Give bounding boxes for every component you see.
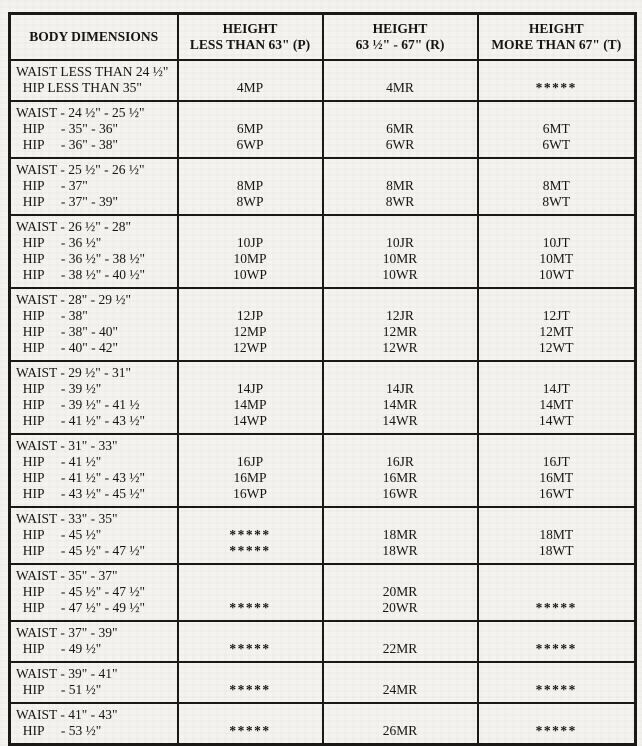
dimension-line: HIP - 39 ½" - 41 ½: [16, 397, 140, 412]
size-code: 6WT: [542, 137, 571, 152]
size-code: 18MR: [382, 527, 418, 542]
header-body-dimensions-label: BODY DIMENSIONS: [29, 29, 159, 44]
size-code: 24MR: [382, 682, 418, 697]
size-code: [481, 162, 633, 178]
dimension-line: WAIST - 33" - 35": [16, 511, 118, 526]
size-code: 16JT: [542, 454, 570, 469]
table-row: [10, 288, 636, 361]
size-code: [326, 105, 475, 121]
size-code: [326, 292, 475, 308]
no-size-marker: *****: [229, 543, 271, 558]
size-code: [181, 438, 320, 454]
dimension-line: HIP - 37" - 39": [16, 194, 119, 209]
size-code: [326, 438, 475, 454]
size-code: [181, 511, 320, 527]
dimension-line: HIP - 49 ½": [16, 641, 102, 656]
table-row: [10, 60, 636, 101]
size-code: [181, 162, 320, 178]
size-code: 16WP: [233, 486, 267, 501]
no-size-marker: *****: [535, 641, 577, 656]
size-code: [481, 438, 633, 454]
header-row: [10, 14, 636, 61]
size-code: [481, 625, 633, 641]
size-code: 8WP: [236, 194, 264, 209]
table-row: [10, 662, 636, 703]
size-code: 16JR: [386, 454, 414, 469]
table-row: [10, 703, 636, 745]
cell-body-dimensions: [10, 215, 178, 288]
dimension-line: HIP - 41 ½" - 43 ½": [16, 413, 146, 428]
cell-size-tall: [478, 101, 636, 158]
cell-size-regular: [323, 621, 478, 662]
no-size-marker: *****: [229, 723, 271, 738]
table-row: [10, 101, 636, 158]
size-code: 14MR: [382, 397, 418, 412]
size-code: [326, 568, 475, 584]
size-code: [481, 568, 633, 584]
size-code: 16JP: [236, 454, 264, 469]
size-code: 10MR: [382, 251, 418, 266]
header-height-tall-line1: HEIGHT: [528, 21, 584, 36]
size-code: [326, 365, 475, 381]
no-size-marker: *****: [229, 527, 271, 542]
dimension-line: WAIST - 26 ½" - 28": [16, 219, 132, 234]
header-height-regular-line2: 63 ½" - 67" (R): [355, 37, 445, 52]
cell-size-petite: [178, 662, 323, 703]
size-code: 14WP: [233, 413, 267, 428]
size-code: 14MT: [539, 397, 574, 412]
cell-size-petite: [178, 158, 323, 215]
cell-size-tall: [478, 215, 636, 288]
size-code: 12WP: [233, 340, 267, 355]
size-code: 14JP: [236, 381, 264, 396]
size-code: 16MT: [539, 470, 574, 485]
cell-size-regular: [323, 564, 478, 621]
dimension-line: HIP - 39 ½": [16, 381, 102, 396]
cell-size-regular: [323, 361, 478, 434]
dimension-line: HIP - 36" - 38": [16, 137, 119, 152]
header-height-tall: [478, 14, 636, 61]
dimension-line: HIP - 47 ½" - 49 ½": [16, 600, 146, 615]
size-code: 8MP: [236, 178, 264, 193]
size-code: [326, 707, 475, 723]
cell-size-regular: [323, 434, 478, 507]
size-code: 20WR: [382, 600, 418, 615]
size-code: [181, 365, 320, 381]
size-code: [326, 64, 475, 80]
size-code: 12MT: [539, 324, 574, 339]
dimension-line: WAIST - 39" - 41": [16, 666, 118, 681]
cell-size-petite: [178, 101, 323, 158]
size-code: [181, 292, 320, 308]
table-row: [10, 361, 636, 434]
dimension-line: HIP - 45 ½": [16, 527, 102, 542]
size-code: [481, 666, 633, 682]
size-code: 26MR: [382, 723, 418, 738]
size-code: [326, 162, 475, 178]
dimension-line: HIP - 36 ½": [16, 235, 102, 250]
cell-size-regular: [323, 60, 478, 101]
cell-size-regular: [323, 288, 478, 361]
size-code: 14JT: [542, 381, 570, 396]
size-code: 8MR: [386, 178, 414, 193]
dimension-line: HIP - 45 ½" - 47 ½": [16, 584, 146, 599]
size-code: 16MR: [382, 470, 418, 485]
size-code: 4MP: [236, 80, 264, 95]
size-code: [181, 105, 320, 121]
size-code: 18WT: [539, 543, 574, 558]
size-code: [481, 64, 633, 80]
size-chart-table: [8, 12, 637, 746]
size-code: 12WT: [539, 340, 574, 355]
dimension-line: HIP LESS THAN 35": [16, 80, 142, 95]
cell-size-petite: [178, 703, 323, 745]
size-code: [481, 707, 633, 723]
header-height-petite-line1: HEIGHT: [222, 21, 278, 36]
table-row: [10, 434, 636, 507]
cell-size-tall: [478, 434, 636, 507]
dimension-line: HIP - 38 ½" - 40 ½": [16, 267, 146, 282]
size-code: 18MT: [539, 527, 574, 542]
cell-body-dimensions: [10, 703, 178, 745]
cell-size-tall: [478, 288, 636, 361]
cell-body-dimensions: [10, 434, 178, 507]
dimension-line: WAIST - 41" - 43": [16, 707, 118, 722]
header-height-petite: [178, 14, 323, 61]
no-size-marker: *****: [229, 600, 271, 615]
size-code: 12JR: [386, 308, 414, 323]
cell-body-dimensions: [10, 60, 178, 101]
cell-body-dimensions: [10, 288, 178, 361]
dimension-line: WAIST - 25 ½" - 26 ½": [16, 162, 145, 177]
dimension-line: HIP - 37": [16, 178, 88, 193]
size-code: [481, 105, 633, 121]
cell-size-petite: [178, 621, 323, 662]
size-code: 10JR: [386, 235, 414, 250]
size-code: [181, 707, 320, 723]
size-code: [481, 511, 633, 527]
cell-size-petite: [178, 60, 323, 101]
size-code: 12JT: [542, 308, 570, 323]
size-code: 12WR: [382, 340, 418, 355]
table-row: [10, 621, 636, 662]
cell-size-tall: [478, 564, 636, 621]
cell-size-petite: [178, 564, 323, 621]
cell-size-petite: [178, 288, 323, 361]
cell-size-tall: [478, 158, 636, 215]
size-code: 16WT: [539, 486, 574, 501]
no-size-marker: *****: [229, 682, 271, 697]
cell-size-petite: [178, 361, 323, 434]
cell-size-tall: [478, 60, 636, 101]
no-size-marker: *****: [535, 80, 577, 95]
cell-size-tall: [478, 621, 636, 662]
table-row: [10, 507, 636, 564]
cell-body-dimensions: [10, 564, 178, 621]
size-code: 16MP: [233, 470, 267, 485]
dimension-line: HIP - 51 ½": [16, 682, 102, 697]
cell-size-regular: [323, 158, 478, 215]
cell-size-regular: [323, 662, 478, 703]
size-code: 6MT: [542, 121, 570, 136]
size-code: [481, 219, 633, 235]
size-code: 14MP: [233, 397, 267, 412]
header-height-tall-line2: MORE THAN 67" (T): [491, 37, 622, 52]
dimension-line: WAIST - 29 ½" - 31": [16, 365, 132, 380]
dimension-line: HIP - 35" - 36": [16, 121, 119, 136]
header-height-petite-line2: LESS THAN 63" (P): [189, 37, 311, 52]
dimension-line: HIP - 38": [16, 308, 88, 323]
dimension-line: WAIST LESS THAN 24 ½": [16, 64, 169, 79]
cell-size-petite: [178, 434, 323, 507]
no-size-marker: *****: [535, 723, 577, 738]
size-code: [181, 219, 320, 235]
size-code: [181, 568, 320, 584]
header-height-regular-line1: HEIGHT: [372, 21, 428, 36]
size-code: 10WR: [382, 267, 418, 282]
size-code: 4MR: [386, 80, 414, 95]
cell-body-dimensions: [10, 158, 178, 215]
size-code: [181, 625, 320, 641]
cell-body-dimensions: [10, 662, 178, 703]
size-code: 10MP: [233, 251, 267, 266]
cell-body-dimensions: [10, 621, 178, 662]
dimension-line: HIP - 41 ½" - 43 ½": [16, 470, 146, 485]
no-size-marker: *****: [535, 682, 577, 697]
table-row: [10, 564, 636, 621]
size-code: 14WT: [539, 413, 574, 428]
size-code: 6MR: [386, 121, 414, 136]
dimension-line: HIP - 40" - 42": [16, 340, 119, 355]
dimension-line: HIP - 53 ½": [16, 723, 102, 738]
size-code: [326, 511, 475, 527]
size-code: [181, 64, 320, 80]
cell-size-tall: [478, 507, 636, 564]
size-code: 6MP: [236, 121, 264, 136]
dimension-line: HIP - 43 ½" - 45 ½": [16, 486, 146, 501]
cell-size-tall: [478, 361, 636, 434]
cell-size-regular: [323, 215, 478, 288]
size-code: 10JP: [236, 235, 264, 250]
size-code: [181, 584, 320, 600]
size-code: 10MT: [539, 251, 574, 266]
size-code: 8MT: [542, 178, 570, 193]
cell-size-tall: [478, 703, 636, 745]
cell-size-petite: [178, 507, 323, 564]
size-code: 6WP: [236, 137, 264, 152]
size-code: 10WT: [539, 267, 574, 282]
size-code: [481, 365, 633, 381]
dimension-line: HIP - 41 ½": [16, 454, 102, 469]
size-code: 8WR: [385, 194, 415, 209]
cell-body-dimensions: [10, 101, 178, 158]
table-row: [10, 158, 636, 215]
size-code: [326, 625, 475, 641]
dimension-line: WAIST - 35" - 37": [16, 568, 118, 583]
size-code: 18WR: [382, 543, 418, 558]
table-row: [10, 215, 636, 288]
dimension-line: WAIST - 37" - 39": [16, 625, 118, 640]
size-code: 8WT: [542, 194, 571, 209]
size-rows: [10, 60, 636, 745]
header-body-dimensions: [10, 14, 178, 61]
size-code: [181, 666, 320, 682]
cell-size-regular: [323, 507, 478, 564]
no-size-marker: *****: [229, 641, 271, 656]
header-height-regular: [323, 14, 478, 61]
size-code: 10JT: [542, 235, 570, 250]
size-code: [326, 219, 475, 235]
cell-size-tall: [478, 662, 636, 703]
dimension-line: HIP - 36 ½" - 38 ½": [16, 251, 146, 266]
size-code: 20MR: [382, 584, 418, 599]
dimension-line: WAIST - 28" - 29 ½": [16, 292, 132, 307]
dimension-line: HIP - 45 ½" - 47 ½": [16, 543, 146, 558]
cell-body-dimensions: [10, 361, 178, 434]
size-code: 16WR: [382, 486, 418, 501]
size-code: 14WR: [382, 413, 418, 428]
scanned-size-chart-page: [0, 12, 642, 746]
size-code: [326, 666, 475, 682]
cell-body-dimensions: [10, 507, 178, 564]
size-code: 12MR: [382, 324, 418, 339]
size-code: 12MP: [233, 324, 267, 339]
size-code: 12JP: [236, 308, 264, 323]
size-code: 10WP: [233, 267, 267, 282]
cell-size-petite: [178, 215, 323, 288]
size-code: 22MR: [382, 641, 418, 656]
dimension-line: HIP - 38" - 40": [16, 324, 119, 339]
size-code: [481, 584, 633, 600]
dimension-line: WAIST - 31" - 33": [16, 438, 118, 453]
no-size-marker: *****: [535, 600, 577, 615]
cell-size-regular: [323, 101, 478, 158]
dimension-line: WAIST - 24 ½" - 25 ½": [16, 105, 145, 120]
cell-size-regular: [323, 703, 478, 745]
size-code: [481, 292, 633, 308]
size-code: 6WR: [385, 137, 415, 152]
size-code: 14JR: [386, 381, 414, 396]
